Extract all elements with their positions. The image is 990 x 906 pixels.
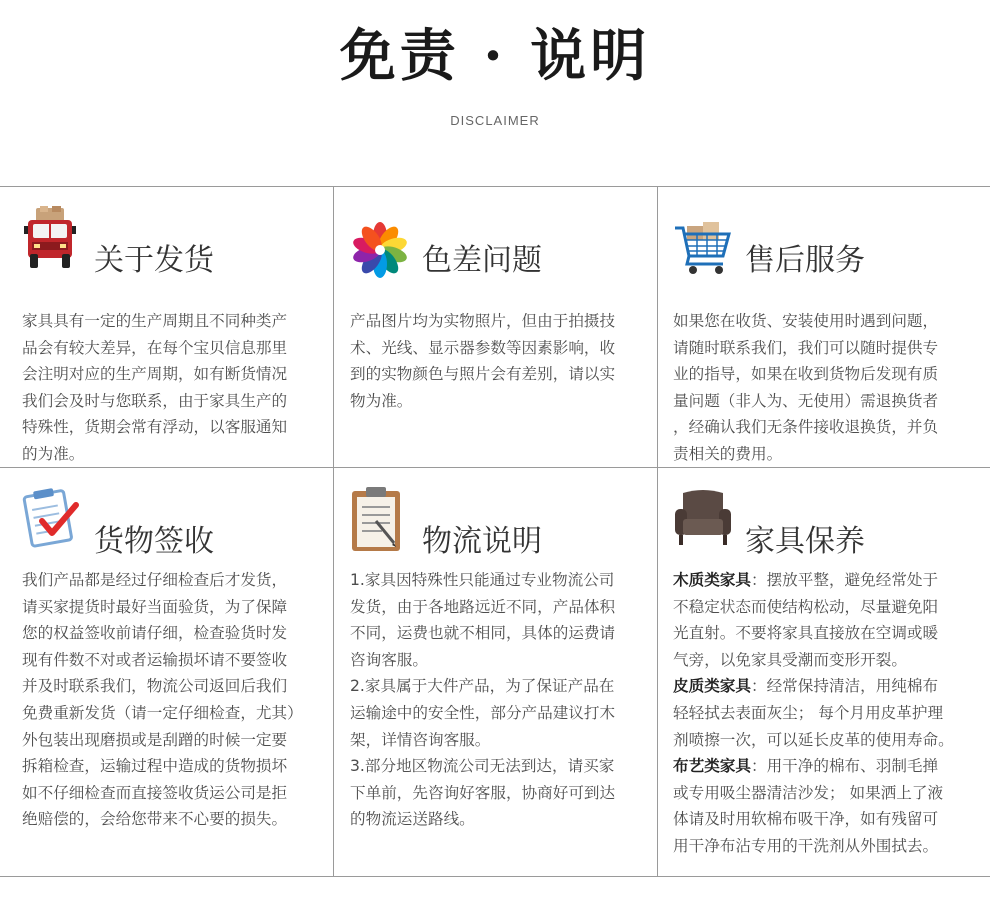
care-text: ：用干净的棉布、羽制毛掸 (750, 757, 939, 776)
text-line: 下单前，先咨询好客服，协商好可到达 (350, 783, 616, 802)
grid-border-top (0, 186, 990, 187)
text-line: 术、光线、显示器参数等因素影响，收 (350, 338, 616, 357)
text-line: 我们产品都是经过仔细检查后才发货， (22, 571, 288, 589)
text-line: 剂喷擦一次，可以延长皮革的使用寿命。 (673, 730, 954, 749)
text-line: 请买家提货时最好当面验货，为了保障 (22, 597, 288, 616)
section-body (350, 567, 615, 833)
text-line: 家具具有一定的生产周期且不同种类产 (22, 312, 288, 330)
text-line: 拆箱检查，运输过程中造成的货物损坏 (22, 757, 288, 776)
text-line: 物为准。 (350, 391, 413, 410)
text-line: 运输途中的安全性，部分产品建议打木 (350, 703, 616, 722)
checklist-icon (22, 487, 82, 551)
section-receipt (22, 487, 327, 872)
text-line: 咨询客服。 (350, 650, 428, 669)
section-body (673, 308, 938, 468)
text-line: 光直射。不要将家具直接放在空调或暖 (673, 624, 939, 643)
text-line: 业的指导，如果在收到货物后发现有质 (673, 365, 939, 384)
care-label-fabric: 布艺类家具 (673, 757, 751, 776)
page-subtitle: DISCLAIMER (450, 113, 540, 128)
text-line: 特殊性，货期会常有浮动，以客服通知 (22, 418, 288, 437)
section-body (22, 308, 287, 468)
text-line: 轻轻拭去表面灰尘； 每个月用皮革护理 (673, 703, 944, 722)
text-line: 或专用吸尘器清洁沙发； 如果洒上了液 (673, 783, 944, 802)
text-line: 不同，运费也就不相同，具体的运费请 (350, 624, 616, 643)
care-label-wood: 木质类家具 (673, 571, 751, 589)
text-line: 会注明对应的生产周期，如有断货情况 (22, 365, 288, 384)
text-line: 架，详情咨询客服。 (350, 730, 491, 749)
text-line: 如不仔细检查而直接签收货运公司是拒 (22, 783, 288, 802)
text-line: 外包装出现磨损或是刮蹭的时候一定要 (22, 730, 288, 749)
care-label-leather: 皮质类家具 (673, 677, 751, 696)
text-line: 产品图片均为实物照片，但由于拍摄技 (350, 312, 616, 330)
text-line: 责相关的费用。 (673, 444, 783, 463)
shopping-cart-icon (673, 206, 733, 270)
care-text: ：摆放平整，避免经常处于 (750, 571, 939, 589)
section-heading: 关于发货 (94, 243, 214, 278)
text-line: 您的权益签收前请仔细，检查验货时发 (22, 624, 288, 643)
text-line: 现有件数不对或者运输损坏请不要签收 (22, 650, 288, 669)
text-line: 我们会及时与您联系，由于家具生产的 (22, 391, 288, 410)
page-title: 免责 · 说明 (339, 23, 651, 89)
text-line: 2.家具属于大件产品，为了保证产品在 (350, 677, 615, 696)
section-after-sales (673, 206, 983, 461)
text-line: 的物流运送路线。 (350, 810, 475, 829)
care-text: ：经常保持清洁，用纯棉布 (750, 677, 939, 696)
text-line: 体请及时用软棉布吸干净，如有残留可 (673, 810, 939, 829)
text-line: 绝赔偿的，会给您带来不心要的损失。 (22, 810, 288, 829)
text-line: 1.家具因特殊性只能通过专业物流公司 (350, 571, 615, 589)
section-body (673, 567, 954, 860)
section-heading: 家具保养 (745, 524, 865, 559)
section-furniture-care (673, 487, 985, 872)
section-heading: 货物签收 (94, 524, 214, 559)
text-line: 品会有较大差异，在每个宝贝信息那里 (22, 338, 288, 357)
section-body (350, 308, 615, 414)
text-line (673, 673, 954, 700)
text-line: 不稳定状态而使结构松动，尽量避免阳 (673, 597, 939, 616)
text-line: 量问题（非人为、无使用）需退换货者 (673, 391, 939, 410)
text-line: 并及时联系我们，物流公司返回后我们 (22, 677, 288, 696)
text-line (673, 567, 954, 594)
text-line: 请随时联系我们，我们可以随时提供专 (673, 338, 939, 357)
text-line: 用干净布沾专用的干洗剂从外围拭去。 (673, 836, 939, 855)
section-heading: 售后服务 (745, 243, 865, 278)
text-line: 3.部分地区物流公司无法到达，请买家 (350, 757, 615, 776)
armchair-icon (673, 487, 733, 551)
section-body (22, 567, 303, 833)
clipboard-icon (350, 487, 410, 551)
text-line: 发货，由于各地路远近不同，产品体积 (350, 597, 616, 616)
section-color-difference (350, 206, 650, 461)
grid-divider-col1 (333, 186, 334, 876)
text-line: 气旁，以免家具受潮而变形开裂。 (673, 650, 907, 669)
text-line: 到的实物颜色与照片会有差别，请以实 (350, 365, 616, 384)
section-logistics (350, 487, 650, 872)
text-line: 如果您在收货、安装使用时遇到问题， (673, 312, 939, 330)
section-heading: 色差问题 (422, 243, 542, 278)
text-line: ，经确认我们无条件接收退换货，并负 (673, 418, 939, 437)
section-shipping (22, 206, 327, 461)
text-line: 免费重新发货（请一定仔细检查，尤其） (22, 703, 303, 722)
grid-divider-col2 (657, 186, 658, 876)
section-heading: 物流说明 (422, 524, 542, 559)
color-wheel-icon (350, 206, 410, 270)
grid-border-bottom (0, 876, 990, 877)
text-line (673, 753, 954, 780)
text-line: 的为准。 (22, 444, 85, 463)
truck-icon (22, 206, 82, 270)
